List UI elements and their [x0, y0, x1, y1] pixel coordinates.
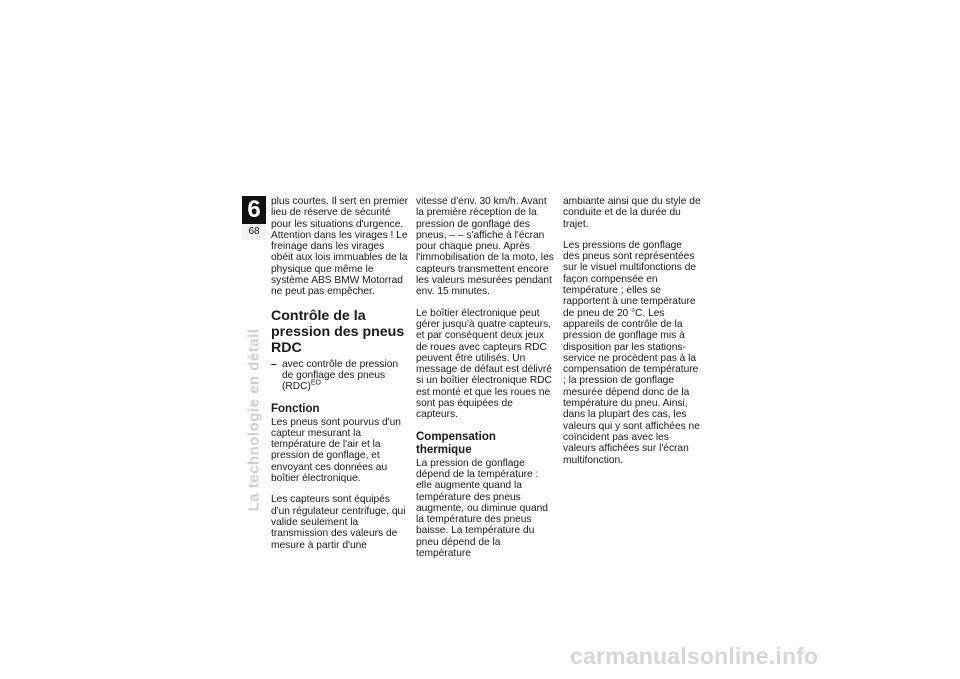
paragraph: vitesse d'env. 30 km/h. Avant la première réception de la pression de gonflage des pneus, – – s'affiche à l'écran pour chaque pneu. Après l'immobilisation de la moto, les capteurs transmettent encore les valeurs mesurées pendant env. 15 minutes.	[416, 196, 554, 298]
paragraph: Le boîtier électronique peut gérer jusqu'à quatre capteurs, et par conséquent deux jeux de roues avec capteurs RDC peuvent être utilisés. Un message de défaut est délivré si un boîtier électronique RDC est monté et que les roues ne sont pas équipées de capteurs.	[416, 307, 552, 421]
paragraph: La pression de gonflage dépend de la température : elle augmente quand la température des pneus augmente, ou diminue quand la température des pneus baisse. La température du pneu dépend de la température	[416, 457, 548, 560]
list-item-text: avec contrôle de pression de gonflage des pneus (RDC)	[282, 358, 399, 393]
paragraph: ambiante ainsi que du style de conduite et de la durée du trajet.	[563, 196, 701, 230]
option-superscript: EO	[310, 379, 321, 387]
dash-bullet: –	[271, 358, 277, 370]
subsection-heading: Fonction	[271, 402, 320, 415]
page-number: 68	[242, 224, 266, 240]
paragraph: Les pressions de gonflage des pneus sont représentées sur le visuel multifonctions de façon compensée en température ; elles se rapportent à une température de pneu de 20 °C. Les appareils de contrôle de la pression de gonflage mis à disposition par les stations-service ne procèdent pas à la compensation de température ; la pression de gonflage mesurée dépend donc de la température du pneu. Ainsi, dans la plupart des cas, les valeurs qui y sont affichées ne coïncident pas avec les valeurs affichées sur l'écran multifonction.	[563, 239, 700, 466]
paragraph: Les pneus sont pourvus d'un capteur mesurant la température de l'air et la pression de gonflage, et envoyant ces données au boîtier électronique.	[271, 416, 401, 485]
chapter-tab	[242, 196, 266, 240]
section-heading: Contrôle de la pression des pneus RDC	[271, 307, 405, 356]
chapter-number: 6	[247, 196, 261, 223]
watermark: carmanualsonline.info	[570, 643, 819, 669]
subsection-heading: Compensation thermique	[416, 430, 496, 456]
list-item	[271, 359, 409, 393]
text-column-2	[416, 196, 554, 559]
text-column-1	[271, 196, 409, 551]
paragraph: plus courtes. Il sert en premier lieu de réserve de sécurité pour les situations d'urgence. Attention dans les virages ! Le freinage dans les virages obéit aux lois immuables de la physique que même le système ABS BMW Motorrad ne peut pas empêcher.	[271, 196, 409, 298]
text-column-3	[563, 196, 701, 466]
side-chapter-title: La technologie en détail	[245, 328, 263, 512]
paragraph: Les capteurs sont équipés d'un régulateur centrifuge, qui valide seulement la transmission des valeurs de mesure à partir d'une	[271, 494, 406, 551]
